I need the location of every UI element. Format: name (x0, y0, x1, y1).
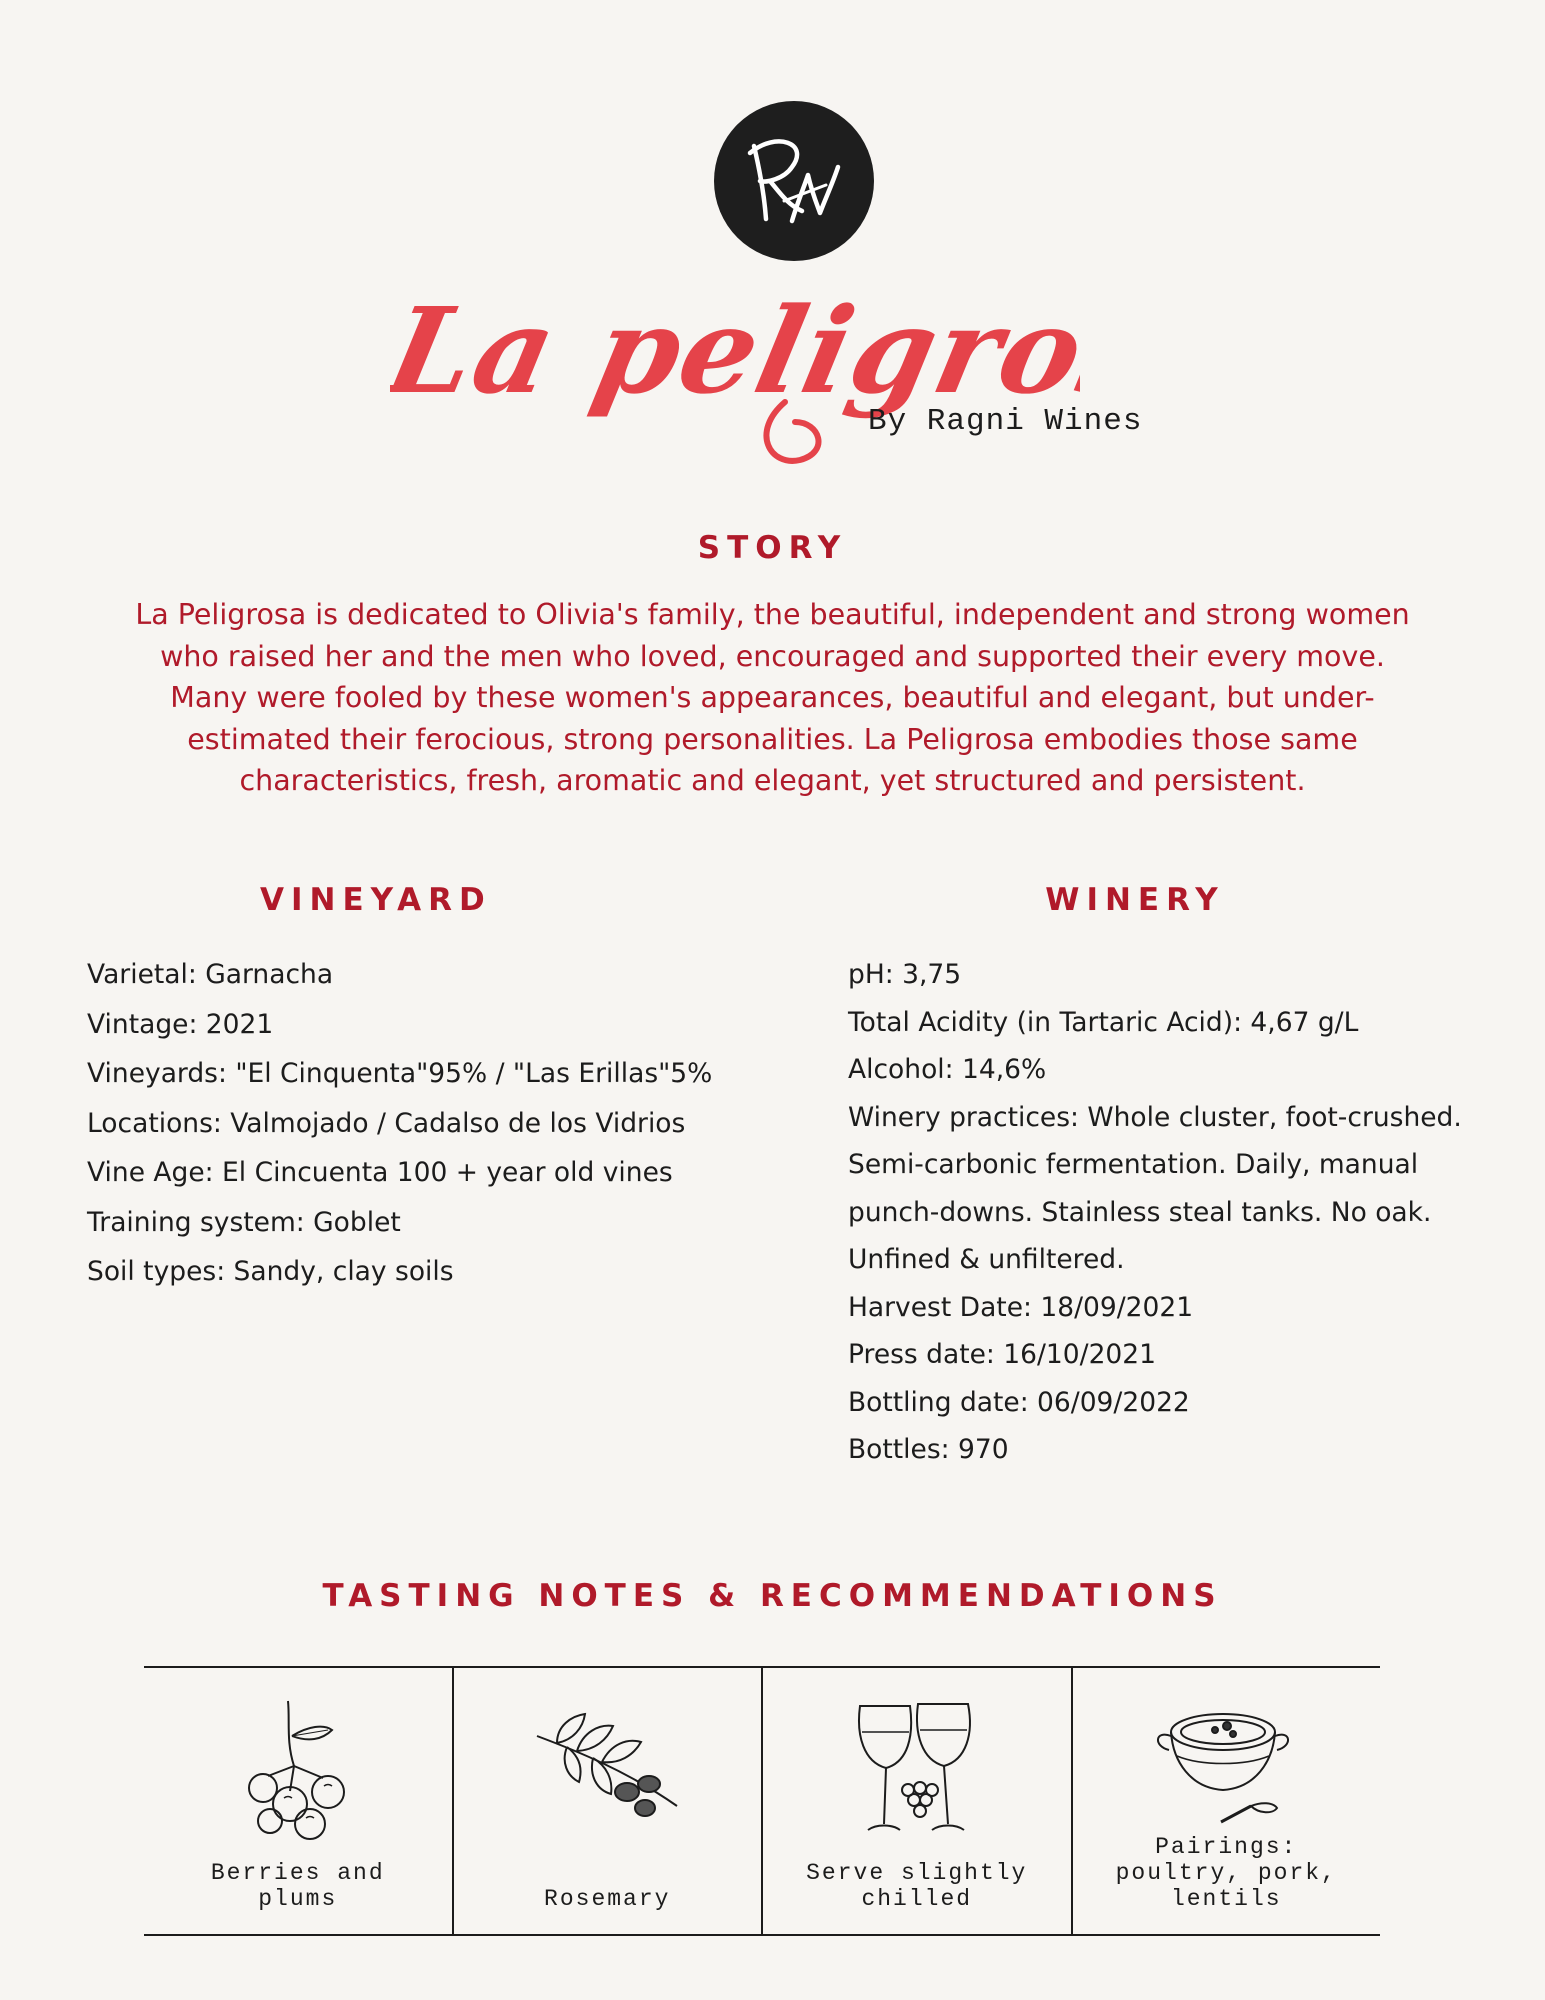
wine-title-text: La peligrosa (390, 282, 1080, 421)
winery-item: Winery practices: Whole cluster, foot-crushed. (848, 1101, 1462, 1133)
tasting-note-cell (763, 1668, 1073, 1934)
note-label: Serve slightly chilled (806, 1860, 1028, 1912)
winery-item: Bottles: 970 (848, 1434, 1009, 1465)
byline: By Ragni Wines (868, 404, 1143, 439)
vineyard-item: Locations: Valmojado / Cadalso de los Vidrios (87, 1107, 686, 1139)
note-label: Rosemary (544, 1886, 671, 1912)
wine-title (390, 262, 1080, 477)
vineyard-list (87, 955, 712, 1302)
vineyard-item: Soil types: Sandy, clay soils (87, 1256, 454, 1287)
note-label: Pairings: poultry, pork, lentils (1115, 1834, 1337, 1912)
story-heading: STORY (697, 530, 848, 566)
winery-item: Semi-carbonic fermentation. Daily, manual (848, 1149, 1419, 1180)
tasting-heading: TASTING NOTES & RECOMMENDATIONS (322, 1578, 1223, 1614)
winery-item: Harvest Date: 18/09/2021 (848, 1291, 1194, 1323)
winery-item: Bottling date: 06/09/2022 (848, 1386, 1190, 1418)
winery-item: Total Acidity (in Tartaric Acid): 4,67 g/L (848, 1006, 1359, 1038)
monogram-logo-icon (714, 101, 874, 261)
vineyard-item: Vintage: 2021 (87, 1008, 274, 1040)
winery-item: Alcohol: 14,6% (848, 1054, 1047, 1085)
berries-icon (228, 1696, 368, 1846)
rosemary-icon (527, 1696, 687, 1826)
winery-item: Press date: 16/10/2021 (848, 1339, 1157, 1370)
winery-heading: WINERY (1045, 882, 1225, 918)
winery-item: Unfined & unfiltered. (848, 1244, 1125, 1275)
tasting-notes-table (144, 1666, 1380, 1936)
vineyard-item: Vine Age: El Cincuenta 100 + year old vines (87, 1157, 673, 1188)
tasting-note-cell (1073, 1668, 1381, 1934)
winery-item: punch-downs. Stainless steal tanks. No oak. (848, 1196, 1432, 1228)
vineyard-item: Varietal: Garnacha (87, 959, 334, 990)
winery-list (848, 955, 1462, 1478)
vineyard-heading: VINEYARD (260, 882, 492, 918)
story-text: La Peligrosa is dedicated to Olivia's family, the beautiful, independent and strong women who raised her and the men who loved, encouraged and supported their every move. Many were fooled by these women's appearances, beautiful and elegant, but under-estimated their ferocious, strong personalities. La Peligrosa embodies those same characteristics, fresh, aromatic and elegant, yet structured and persistent. (135, 598, 1410, 797)
winery-item: pH: 3,75 (848, 959, 962, 990)
brand-logo (714, 101, 874, 261)
vineyard-item: Vineyards: "El Cinquenta"95% / "Las Erillas"5% (87, 1058, 713, 1089)
tasting-note-cell (454, 1668, 764, 1934)
wine-glasses-icon (852, 1696, 982, 1846)
note-label: Berries and plums (210, 1860, 385, 1912)
soup-bowl-icon (1151, 1696, 1301, 1836)
vineyard-item: Training system: Goblet (87, 1206, 401, 1238)
tasting-note-cell (144, 1668, 454, 1934)
